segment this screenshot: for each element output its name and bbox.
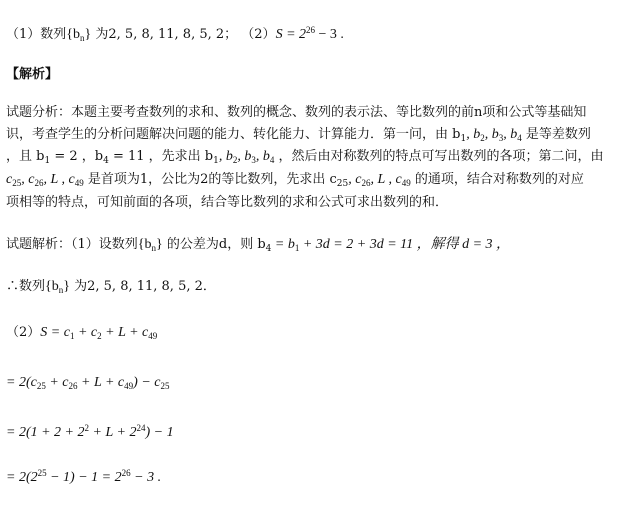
analysis-line-5: 项相等的特点，可知前面的各项，结合等比数列的求和公式可求出数列的和． xyxy=(6,195,449,210)
solution-line-5: = $2(1 + 2 + 2^2 + L + 2^{24}) - 1$ xyxy=(6,423,174,440)
answer-part2-expr: $S = 2^{26} - 3$ . xyxy=(275,25,344,42)
analysis-line-4: $c_{25}$, $c_{26}$, L , $c_{49}$ 是首项为1，公比为2的等比数列，先求出 $c_{25}$, $c_{26}$, L , $c_{49}$ 的通项，结合对称数列的对应 xyxy=(6,172,584,189)
analysis-heading: 【解析】 xyxy=(6,67,59,82)
solution-line-4: = $2(c_{25} + c_{26} + L + c_{49}) - c_{25}$ xyxy=(6,375,170,391)
solution-line-1: 试题解析：（1）设数列$\{b_n\}$ 的公差为d，则 $b_4 = b_1 + 3d = 2 + 3d = 11$ ，解得 d = 3 ， xyxy=(6,237,511,254)
analysis-line-1: 试题分析：本题主要考查数列的求和、数列的概念、数列的表示法、等比数列的前n项和公式等基础知 xyxy=(6,105,587,120)
answer-part1-values: 为2, 5, 8, 11, 8, 5, 2； xyxy=(91,27,238,42)
answer-part1-label: （1）数列 xyxy=(6,27,67,42)
analysis-line-3: ，且 $b_1 = 2$ ，$b_4 = 11$ ，先求出 $b_1$, $b_2$, $b_3$, $b_4$ ，然后由对称数列的特点可写出数列的各项；第二问，由 xyxy=(6,149,604,166)
answer-part2-label: （2） xyxy=(241,27,276,42)
bn-symbol: $\{b_n\}$ xyxy=(66,27,92,43)
solution-line-6: = $2(2^{25} - 1) - 1 = 2^{26} - 3$ . xyxy=(6,468,162,485)
analysis-line-2: 识，考查学生的分析问题解决问题的能力、转化能力、计算能力．第一问，由 $b_1$, $b_2$, $b_3$, $b_4$ 是等差数列 xyxy=(6,127,591,144)
solution-line-2: ∴数列$\{b_n\}$ 为2, 5, 8, 11, 8, 5, 2． xyxy=(6,279,216,295)
answer-line xyxy=(6,20,344,48)
solution-line-3: $(2)S = c_1 + c_2 + L + c_{49}$ xyxy=(6,325,158,341)
